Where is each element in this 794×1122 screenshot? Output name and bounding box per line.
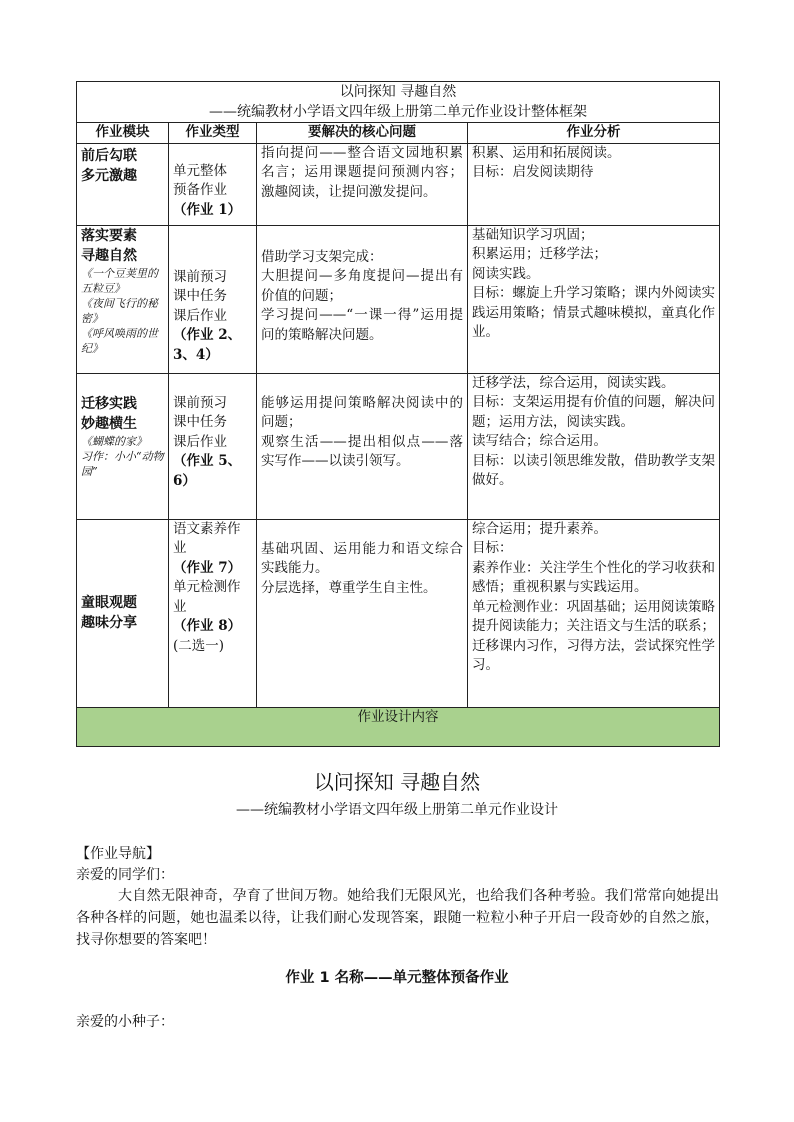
type-cell — [169, 519, 257, 707]
type-cell — [169, 373, 257, 519]
table-row — [77, 225, 720, 373]
homework-1-title: 作业 1 名称——单元整体预备作业 — [285, 970, 509, 986]
framework-subtitle: ——统编教材小学语文四年级上册第二单元作业设计整体框架 — [209, 104, 587, 120]
analysis-cell: 积累、运用和拓展阅读。 目标：启发阅读期待 — [468, 143, 720, 225]
analysis-cell: 综合运用；提升素养。 目标： 素养作业：关注学生个性化的学习收获和感悟；重视积累与实践运用。 单元检测作业：巩固基础；运用阅读策略提升阅读能力；关注语文与生活的联系；迁移课内习作，习得方法，尝试探究性学习。 — [468, 519, 720, 707]
problem-cell: 借助学习支架完成： 大胆提问—多角度提问—提出有价值的问题； 学习提问——“一课一得”运用提问的策略解决问题。 — [257, 225, 468, 373]
module-cell — [77, 519, 169, 707]
type-text: 课前预习 课中任务 课后作业 — [173, 268, 227, 324]
problem-cell: 指向提问——整合语文园地积累名言；运用课题提问预测内容；激趣阅读，让提问激发提问。 — [257, 143, 468, 225]
type-label-2: （作业 8） — [173, 618, 242, 634]
module-title: 童眼观题 趣味分享 — [81, 595, 137, 631]
module-title: 迁移实践 妙趣横生 — [81, 395, 137, 432]
analysis-cell: 迁移学法，综合运用，阅读实践。 目标：支架运用提有价值的问题，解决问题；运用方法，阅读实践。 读写结合；综合运用。 目标：以读引领思维发散，借助教学支架做好。 — [468, 373, 720, 519]
problem-cell: 基础巩固、运用能力和语文综合实践能力。 分层选择，尊重学生自主性。 — [257, 519, 468, 707]
content-bar-row — [77, 707, 720, 746]
type-text: 课前预习 课中任务 课后作业 — [173, 394, 227, 450]
module-cell — [77, 225, 169, 373]
type-cell — [169, 143, 257, 225]
content-bar: 作业设计内容 — [77, 707, 720, 746]
header-module: 作业模块 — [77, 123, 169, 144]
module-lessons: 《蝴蝶的家》 习作：小小“动物园” — [81, 434, 164, 478]
document-subtitle: ——统编教材小学语文四年级上册第二单元作业设计 — [236, 802, 558, 818]
framework-title: 以问探知 寻趣自然 — [339, 84, 457, 100]
type-label: （作业 1） — [173, 201, 242, 218]
greeting-2: 亲爱的小种子： — [76, 1014, 174, 1030]
table-row — [77, 373, 720, 519]
module-cell — [77, 373, 169, 519]
module-cell — [77, 143, 169, 225]
header-type: 作业类型 — [169, 123, 257, 144]
document-title: 以问探知 寻趣自然 — [313, 770, 481, 794]
analysis-cell: 基础知识学习巩固； 积累运用；迁移学法； 阅读实践。 目标：螺旋上升学习策略；课内外阅读实践运用策略；情景式趣味模拟，童真化作业。 — [468, 225, 720, 373]
intro-paragraph: 大自然无限神奇，孕育了世间万物。她给我们无限风光，也给我们各种考验。我们常常向她提出各种各样的问题，她也温柔以待，让我们耐心发现答案，跟随一粒粒小种子开启一段奇妙的自然之旅，找寻你想要的答案吧！ — [76, 888, 719, 948]
module-title: 前后勾联 多元激趣 — [81, 147, 137, 184]
greeting: 亲爱的同学们： — [76, 867, 174, 883]
header-analysis: 作业分析 — [468, 123, 720, 144]
type-label: （作业 5、6） — [173, 453, 242, 489]
table-row — [77, 519, 720, 707]
module-title: 落实要素 寻趣自然 — [81, 227, 137, 264]
type-label: （作业 2、3、4） — [173, 327, 242, 363]
type-text: 语文素养作业 — [173, 520, 241, 556]
type-label: （作业 7） — [173, 559, 242, 576]
type-cell — [169, 225, 257, 373]
type-text-2: 单元检测作业 — [173, 579, 241, 615]
table-row — [77, 143, 720, 225]
framework-title-cell — [77, 82, 720, 123]
header-problem: 要解决的核心问题 — [257, 123, 468, 144]
module-lessons: 《一个豆荚里的五粒豆》 《夜间飞行的秘密》 《呼风唤雨的世纪》 — [81, 266, 158, 355]
type-text: 单元整体 预备作业 — [173, 162, 227, 198]
section-heading: 【作业导航】 — [76, 846, 160, 862]
type-choice-note: (二选一) — [173, 637, 225, 654]
problem-cell: 能够运用提问策略解决阅读中的问题； 观察生活——提出相似点——落实写作——以读引领写。 — [257, 373, 468, 519]
framework-table — [76, 81, 720, 747]
